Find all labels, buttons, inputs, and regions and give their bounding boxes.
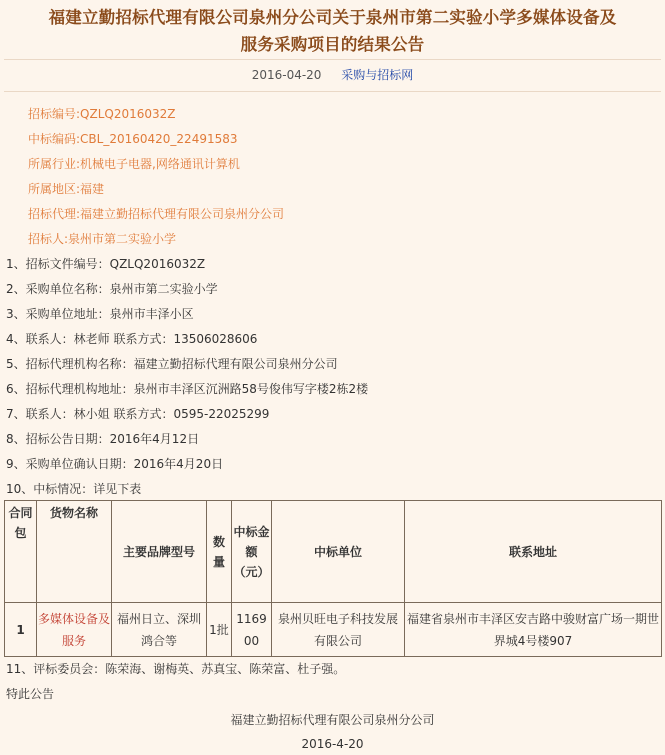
closing-notice: 特此公告 (6, 687, 55, 701)
item-6: 6、招标代理机构地址：泉州市丰泽区沉洲路58号俊伟写字楼2栋2楼 (6, 382, 369, 396)
source-link[interactable]: 采购与招标网 (341, 68, 414, 82)
item-3: 3、采购单位地址：泉州市丰泽小区 (6, 307, 194, 321)
cell-qty: 1批 (207, 603, 232, 657)
tag-agent: 招标代理:福建立勤招标代理有限公司泉州分公司 (28, 207, 285, 221)
page-title-line-1: 福建立勤招标代理有限公司泉州分公司关于泉州市第二实验小学多媒体设备及 (48, 8, 617, 27)
tag-tenderer: 招标人:泉州市第二实验小学 (28, 232, 177, 246)
tag-region: 所属地区:福建 (28, 182, 105, 196)
cell-package: 1 (5, 603, 37, 657)
result-table (4, 500, 662, 657)
item-7: 7、联系人：林小姐 联系方式：0595-22025299 (6, 407, 270, 421)
cell-address: 福建省泉州市丰泽区安吉路中骏财富广场一期世界城4号楼907 (405, 603, 662, 657)
item-5: 5、招标代理机构名称：福建立勤招标代理有限公司泉州分公司 (6, 357, 338, 371)
meta-divider (4, 91, 661, 92)
item-4: 4、联系人：林老师 联系方式：13506028606 (6, 332, 258, 346)
table-header-row (5, 501, 662, 603)
cell-amount: 116900 (232, 603, 272, 657)
page-title-line-2: 服务采购项目的结果公告 (240, 35, 425, 54)
item-9: 9、采购单位确认日期：2016年4月20日 (6, 457, 224, 471)
item-1: 1、招标文件编号：QZLQ2016032Z (6, 257, 206, 271)
header-address: 联系地址 (405, 501, 662, 603)
tag-award-code: 中标编码:CBL_20160420_22491583 (28, 132, 238, 146)
meta-row (0, 66, 665, 83)
cell-brand: 福州日立、深圳鸿合等 (112, 603, 207, 657)
header-package: 合同包 (5, 501, 37, 603)
publish-date: 2016-04-20 (251, 68, 322, 82)
table-row (5, 603, 662, 657)
title-divider (4, 59, 661, 60)
item-2: 2、采购单位名称：泉州市第二实验小学 (6, 282, 218, 296)
header-qty: 数量 (207, 501, 232, 603)
cell-goods[interactable]: 多媒体设备及服务 (37, 603, 112, 657)
cell-winner: 泉州贝旺电子科技发展有限公司 (272, 603, 405, 657)
tag-industry: 所属行业:机械电子电器,网络通讯计算机 (28, 157, 240, 171)
header-goods: 货物名称 (37, 501, 112, 603)
header-amount: 中标金额（元） (232, 501, 272, 603)
footer-date: 2016-4-20 (301, 737, 364, 751)
header-winner: 中标单位 (272, 501, 405, 603)
page-title (0, 4, 665, 58)
item-8: 8、招标公告日期：2016年4月12日 (6, 432, 200, 446)
header-brand: 主要品牌型号 (112, 501, 207, 603)
footer-company: 福建立勤招标代理有限公司泉州分公司 (230, 713, 435, 727)
tag-bid-number: 招标编号:QZLQ2016032Z (28, 107, 176, 121)
item-11-committee: 11、评标委员会：陈荣海、谢梅英、苏真宝、陈荣富、杜子强。 (6, 662, 346, 676)
item-10: 10、中标情况：详见下表 (6, 482, 142, 496)
